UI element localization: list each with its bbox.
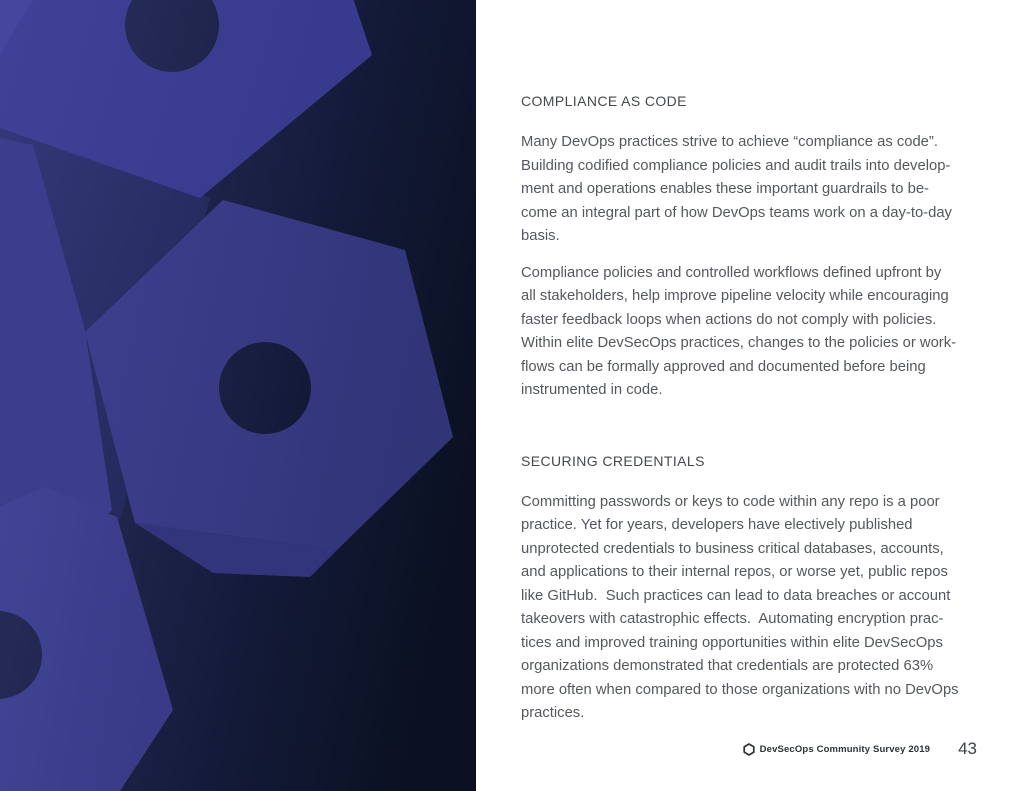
paragraph-credentials-1: Committing passwords or keys to code within any repo is a poor practice. Yet for years, developers have electively published unprotected credentials to business critical databases, accounts, and applications to their internal repos, or worse yet, public repos like GitHub. Such practices can lead to data breaches or account takeovers with catastrophic effects. Automating encryption prac- tices and improved training opportunities within elite DevSecOps organizations demonstrated that credentials are protected 63% more often when compared to those organizations with no DevOps practices. <box>521 493 959 721</box>
page-footer <box>743 739 977 759</box>
section-heading-securing-credentials: SECURING CREDENTIALS <box>521 452 705 469</box>
paragraph-compliance-2: Compliance policies and controlled workflows defined upfront by all stakeholders, help improve pipeline velocity while encouraging faster feedback loops when actions do not comply with policies. Within elite DevSecOps practices, changes to the policies or work- flows can be formally approved and documented before being instrumented in code. <box>521 264 957 398</box>
page-number: 43 <box>958 739 977 758</box>
section-compliance-as-code <box>521 93 1013 403</box>
paragraph-compliance-1: Many DevOps practices strive to achieve “compliance as code”. Building codified compliance policies and audit trails into develop- ment and operations enables these important guardrails to be- come an integral part of how DevOps teams work on a day-to-day basis. <box>521 134 952 244</box>
footer-brand-text: DevSecOps Community Survey 2019 <box>759 743 931 755</box>
left-art-panel <box>0 0 476 791</box>
text-column <box>521 93 1013 739</box>
footer-brand <box>743 743 930 756</box>
section-heading-compliance-as-code: COMPLIANCE AS CODE <box>521 93 687 109</box>
hexagon-logo-icon <box>743 743 755 756</box>
page-content <box>476 0 1024 791</box>
hexagon-art-graphic <box>0 0 476 791</box>
section-securing-credentials <box>521 453 1013 726</box>
